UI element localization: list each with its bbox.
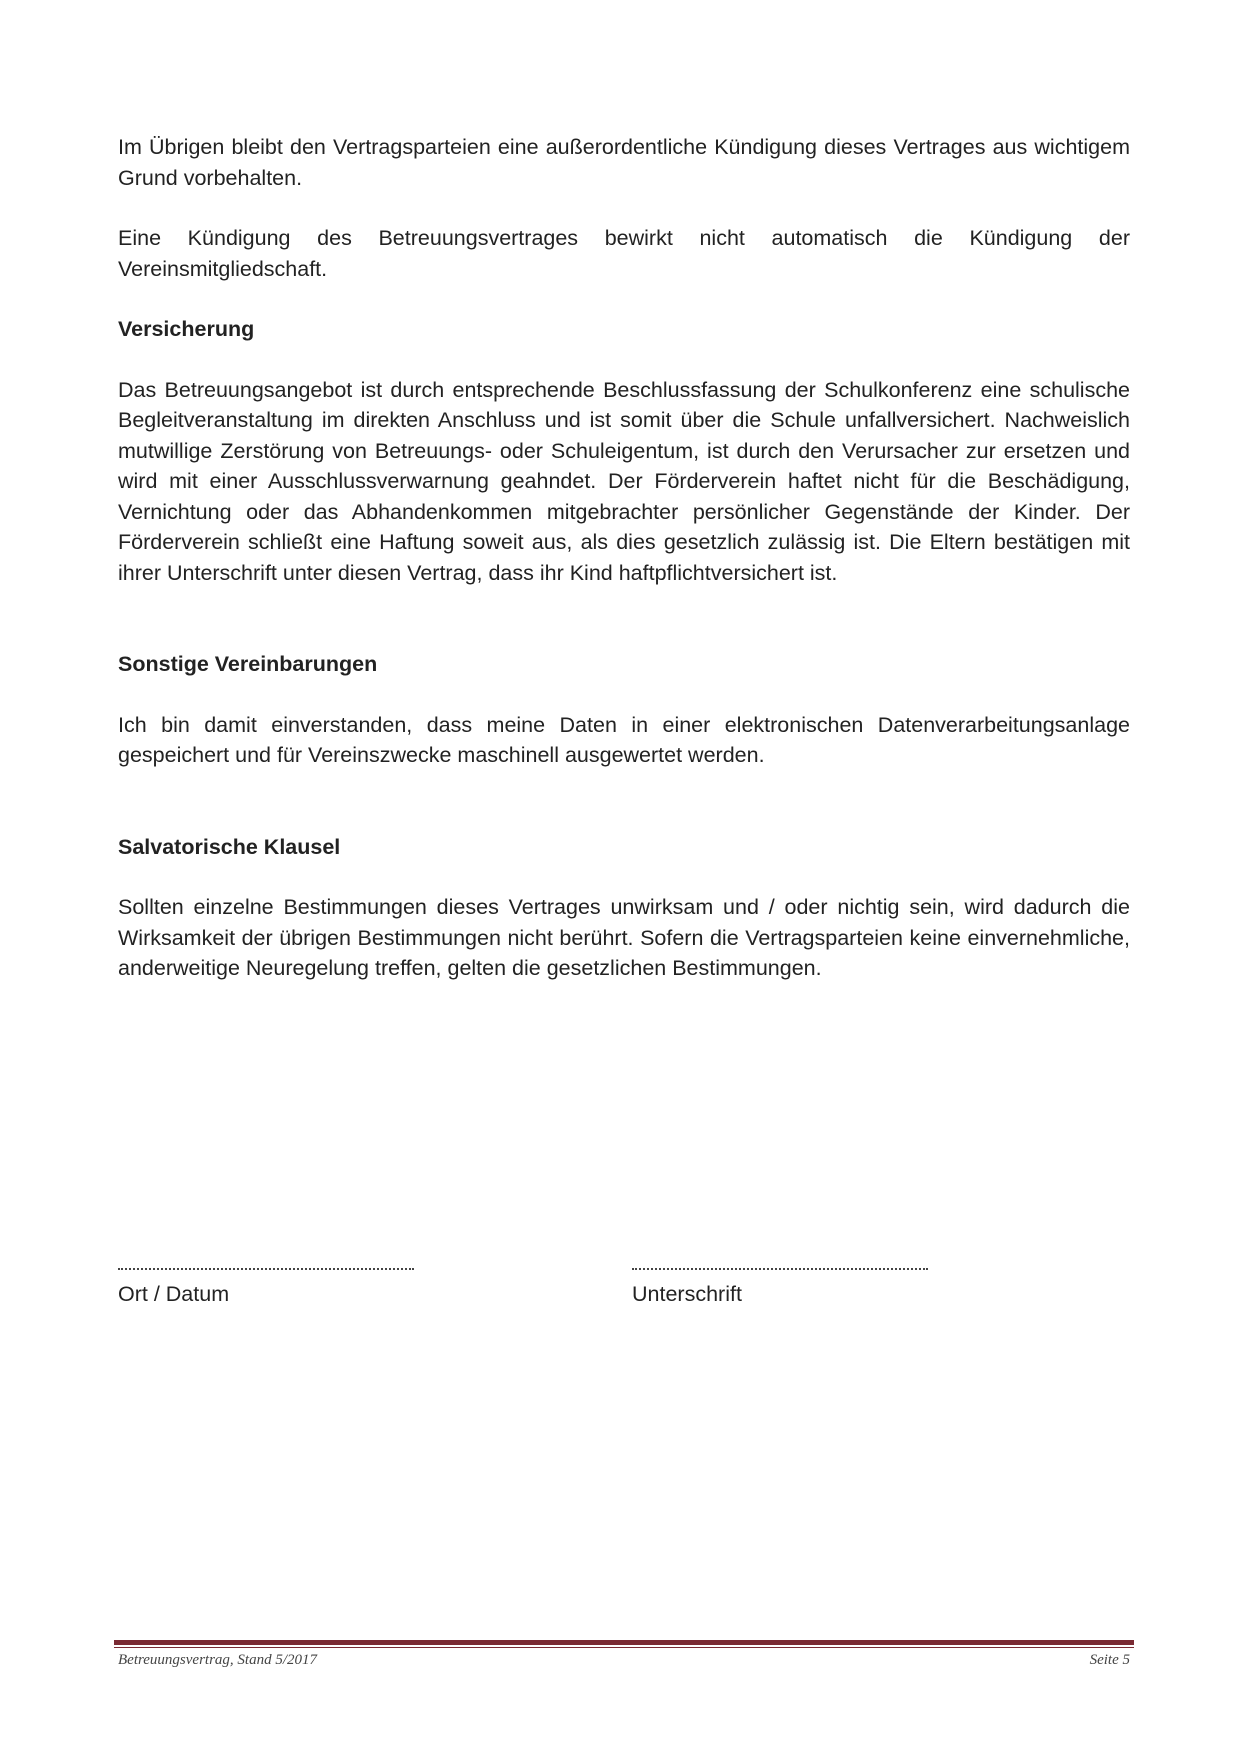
footer-document-title: Betreuungsvertrag, Stand 5/2017 xyxy=(118,1652,318,1668)
footer-rule-thick xyxy=(114,1640,1134,1645)
place-date-block[interactable] xyxy=(118,1268,418,1308)
heading-versicherung: Versicherung xyxy=(118,317,255,341)
signature-label: Unterschrift xyxy=(632,1282,742,1306)
signature-block[interactable] xyxy=(632,1268,932,1308)
paragraph-versicherung: Das Betreuungsangebot ist durch entsprechende Beschlussfassung der Schulkonferenz eine schulische Begleitveranstaltung im direkten Anschluss und ist somit über die Schule unfallversichert. Nachweislich mutwillige Zerstörung von Betreuungs- oder Schuleigentum, ist durch den Verursacher zur ersetzen und wird mit einer Ausschlussverwarnung geahndet. Der Förderverein haftet nicht für die Beschädigung, Vernichtung oder das Abhandenkommen mitgebrachter persönlicher Gegenstände der Kinder. Der Förderverein schließt eine Haftung soweit aus, als dies gesetzlich zulässig ist. Die Eltern bestätigen mit ihrer Unterschrift unter diesen Vertrag, dass ihr Kind haftpflichtversichert ist. xyxy=(118,377,1130,585)
paragraph-salvatorische-klausel: Sollten einzelne Bestimmungen dieses Vertrages unwirksam und / oder nichtig sein, wird dadurch die Wirksamkeit der übrigen Bestimmungen nicht berührt. Sofern die Vertragsparteien keine einvernehmliche, anderweitige Neuregelung treffen, gelten die gesetzlichen Bestimmungen. xyxy=(118,895,1130,980)
place-date-label: Ort / Datum xyxy=(118,1282,230,1306)
paragraph-kuendigung-mitgliedschaft: Eine Kündigung des Betreuungsvertrages bewirkt nicht automatisch die Kündigung der Vereinsmitgliedschaft. xyxy=(118,226,1130,281)
heading-sonstige-vereinbarungen: Sonstige Vereinbarungen xyxy=(118,652,378,676)
paragraph-sonstige-vereinbarungen: Ich bin damit einverstanden, dass meine Daten in einer elektronischen Datenverarbeitungsanlage gespeichert und für Vereinszwecke maschinell ausgewertet werden. xyxy=(118,712,1130,767)
page-content xyxy=(118,132,1130,984)
place-date-line[interactable] xyxy=(118,1268,414,1270)
heading-salvatorische-klausel: Salvatorische Klausel xyxy=(118,834,341,859)
signature-line[interactable] xyxy=(632,1268,928,1270)
page-footer xyxy=(118,1652,1130,1669)
paragraph-kuendigung-ausserordentlich: Im Übrigen bleibt den Vertragsparteien eine außerordentliche Kündigung dieses Vertrages aus wichtigem Grund vorbehalten. xyxy=(118,135,1130,190)
footer-page-number: Seite 5 xyxy=(1089,1652,1130,1668)
footer-rule-thin xyxy=(114,1647,1134,1648)
